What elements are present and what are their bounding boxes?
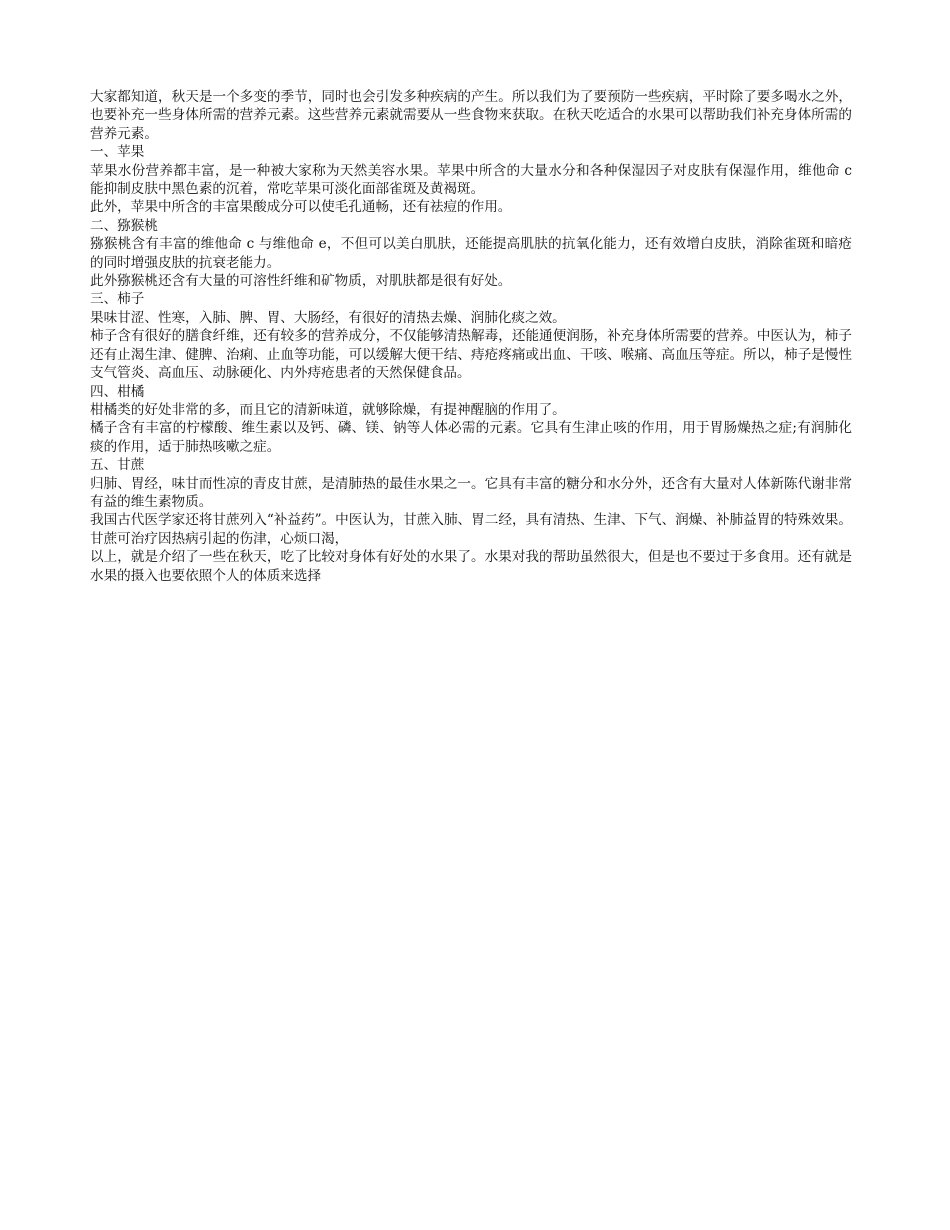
sugarcane-paragraph-1: 归肺、胃经，味甘而性凉的青皮甘蔗，是清肺热的最佳水果之一。它具有丰富的糖分和水分外，还含有大量对人体新陈代谢非常有益的维生素物质。 [90,475,852,510]
kiwi-paragraph-1: 猕猴桃含有丰富的维他命 c 与维他命 e，不但可以美白肌肤，还能提高肌肤的抗氧化能力，还有效增白皮肤，消除雀斑和暗疮的同时增强皮肤的抗衰老能力。 [90,236,852,271]
section-heading-apple: 一、苹果 [90,144,145,161]
persimmon-paragraph-2: 柿子含有很好的膳食纤维，还有较多的营养成分，不仅能够清热解毒，还能通便润肠，补充身体所需要的营养。中医认为，柿子还有止渴生津、健脾、治痢、止血等功能，可以缓解大便干结、痔疮疼痛或出血、干咳、喉痛、高血压等症。所以，柿子是慢性支气管炎、高血压、动脉硬化、内外痔疮患者的天然保健食品。 [90,328,852,382]
article-body [90,88,852,585]
sugarcane-paragraph-2: 我国古代医学家还将甘蔗列入“补益药”。中医认为，甘蔗入肺、胃二经，具有清热、生津、下气、润燥、补肺益胃的特殊效果。甘蔗可治疗因热病引起的伤津，心烦口渴， [90,512,852,547]
apple-paragraph-2: 此外，苹果中所含的丰富果酸成分可以使毛孔通畅，还有祛痘的作用。 [90,199,512,216]
section-heading-persimmon: 三、柿子 [90,291,145,308]
section-heading-kiwi: 二、猕猴桃 [90,217,158,234]
section-heading-citrus: 四、柑橘 [90,383,145,400]
citrus-paragraph-1: 柑橘类的好处非常的多，而且它的清新味道，就够除燥，有提神醒脑的作用了。 [90,401,566,418]
intro-paragraph: 大家都知道，秋天是一个多变的季节，同时也会引发多种疾病的产生。所以我们为了要预防一些疾病，平时除了要多喝水之外，也要补充一些身体所需的营养元素。这些营养元素就需要从一些食物来获取。在秋天吃适合的水果可以帮助我们补充身体所需的营养元素。 [90,89,852,142]
apple-paragraph-1: 苹果水份营养都丰富，是一种被大家称为天然美容水果。苹果中所含的大量水分和各种保湿因子对皮肤有保湿作用，维他命 c 能抑制皮肤中黑色素的沉着，常吃苹果可淡化面部雀斑及黄褐斑。 [90,162,852,198]
citrus-paragraph-2: 橘子含有丰富的柠檬酸、维生素以及钙、磷、镁、钠等人体必需的元素。它具有生津止咳的作用，用于胃肠燥热之症;有润肺化痰的作用，适于肺热咳嗽之症。 [90,420,852,455]
conclusion-paragraph: 以上，就是介绍了一些在秋天，吃了比较对身体有好处的水果了。水果对我的帮助虽然很大，但是也不要过于多食用。还有就是水果的摄入也要依照个人的体质来选择 [90,549,852,584]
persimmon-paragraph-1: 果味甘涩、性寒，入肺、脾、胃、大肠经，有很好的清热去燥、润肺化痰之效。 [90,309,566,326]
section-heading-sugarcane: 五、甘蔗 [90,457,145,474]
kiwi-paragraph-2: 此外猕猴桃还含有大量的可溶性纤维和矿物质，对肌肤都是很有好处。 [90,273,512,290]
